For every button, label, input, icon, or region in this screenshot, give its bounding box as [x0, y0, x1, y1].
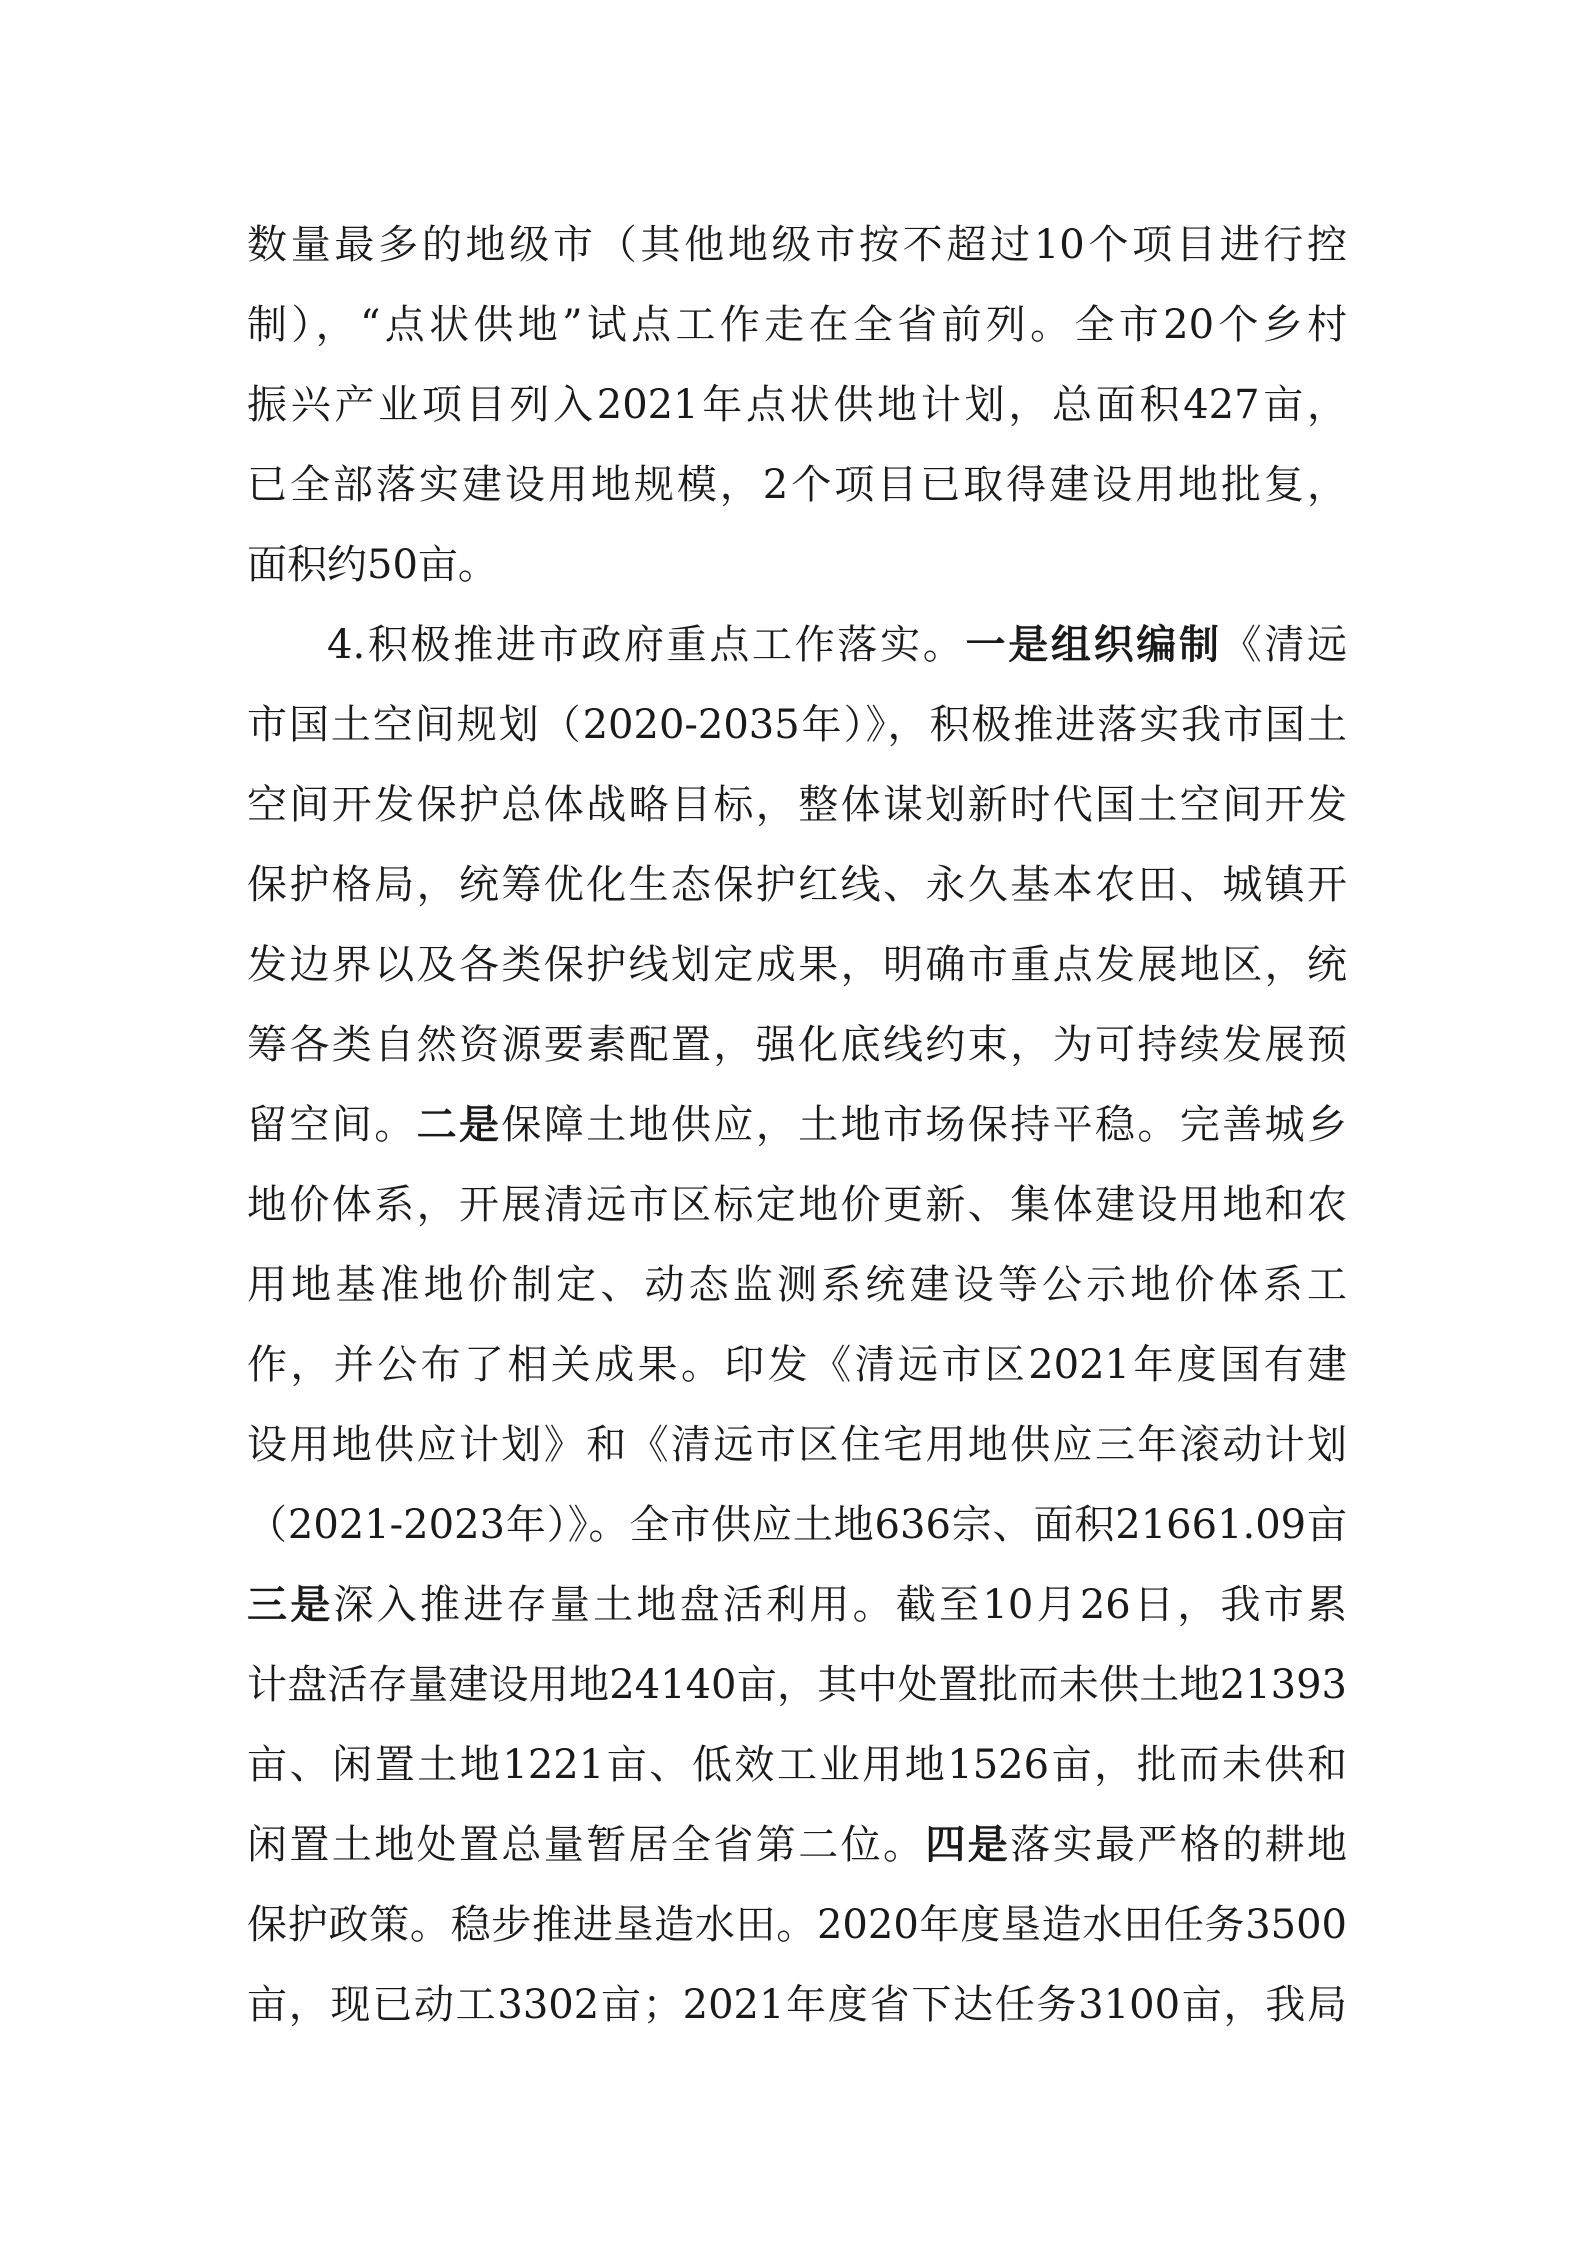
- section-heading: 4.积极推进市政府重点工作落实。: [327, 622, 966, 668]
- text-span: 《清远: [1221, 622, 1348, 668]
- text-line: 作，并公布了相关成果。印发《清远市区2021年度国有建: [247, 1342, 1347, 1388]
- text-line: 地价体系，开展清远市区标定地价更新、集体建设用地和农: [247, 1182, 1347, 1228]
- text-line: 振兴产业项目列入2021年点状供地计划，总面积427亩，: [247, 382, 1347, 428]
- text-line: 保护政策。稳步推进垦造水田。2020年度垦造水田任务3500: [247, 1902, 1347, 1948]
- bold-marker: 四是: [925, 1822, 1011, 1868]
- text-line: 亩，现已动工3302亩；2021年度省下达任务3100亩，我局: [247, 1982, 1347, 2028]
- text-span: 保障土地供应，土地市场保持平稳。完善城乡: [501, 1102, 1348, 1148]
- text-line: 已全部落实建设用地规模，2个项目已取得建设用地批复，: [247, 462, 1347, 508]
- text-span: 落实最严格的耕地: [1010, 1822, 1348, 1868]
- text-span: 闲置土地处置总量暂居全省第二位。: [247, 1822, 926, 1868]
- text-line-heading: [327, 610, 1347, 680]
- text-line: 发边界以及各类保护线划定成果，明确市重点发展地区，统: [247, 942, 1347, 988]
- text-line: 空间开发保护总体战略目标，整体谋划新时代国土空间开发: [247, 782, 1347, 828]
- text-line: （2021-2023年）》。全市供应土地636宗、面积21661.09亩: [247, 1502, 1347, 1548]
- text-line: [247, 1570, 1347, 1640]
- text-line: 用地基准地价制定、动态监测系统建设等公示地价体系工: [247, 1262, 1347, 1308]
- text-line: 亩、闲置土地1221亩、低效工业用地1526亩，批而未供和: [247, 1742, 1347, 1788]
- bold-marker: 二是: [416, 1102, 502, 1148]
- text-span: 留空间。: [247, 1102, 417, 1148]
- text-line: [247, 1090, 1347, 1160]
- text-line: 保护格局，统筹优化生态保护红线、永久基本农田、城镇开: [247, 862, 1347, 908]
- text-line: 筹各类自然资源要素配置，强化底线约束，为可持续发展预: [247, 1022, 1347, 1068]
- text-line: 数量最多的地级市（其他地级市按不超过10个项目进行控: [247, 222, 1347, 268]
- bold-marker: 一是组织编制: [965, 622, 1222, 668]
- text-span: 深入推进存量土地盘活利用。截至10月26日，我市累: [333, 1582, 1348, 1628]
- text-line: 制），“点状供地”试点工作走在全省前列。全市20个乡村: [247, 302, 1347, 348]
- text-line: 面积约50亩。: [247, 542, 498, 588]
- text-line: 计盘活存量建设用地24140亩，其中处置批而未供土地21393: [247, 1662, 1347, 1708]
- text-line: 市国土空间规划（2020-2035年）》，积极推进落实我市国土: [247, 702, 1347, 748]
- text-line: [247, 1810, 1347, 1880]
- bold-marker: 三是: [247, 1582, 334, 1628]
- text-line: 设用地供应计划》和《清远市区住宅用地供应三年滚动计划: [247, 1422, 1347, 1468]
